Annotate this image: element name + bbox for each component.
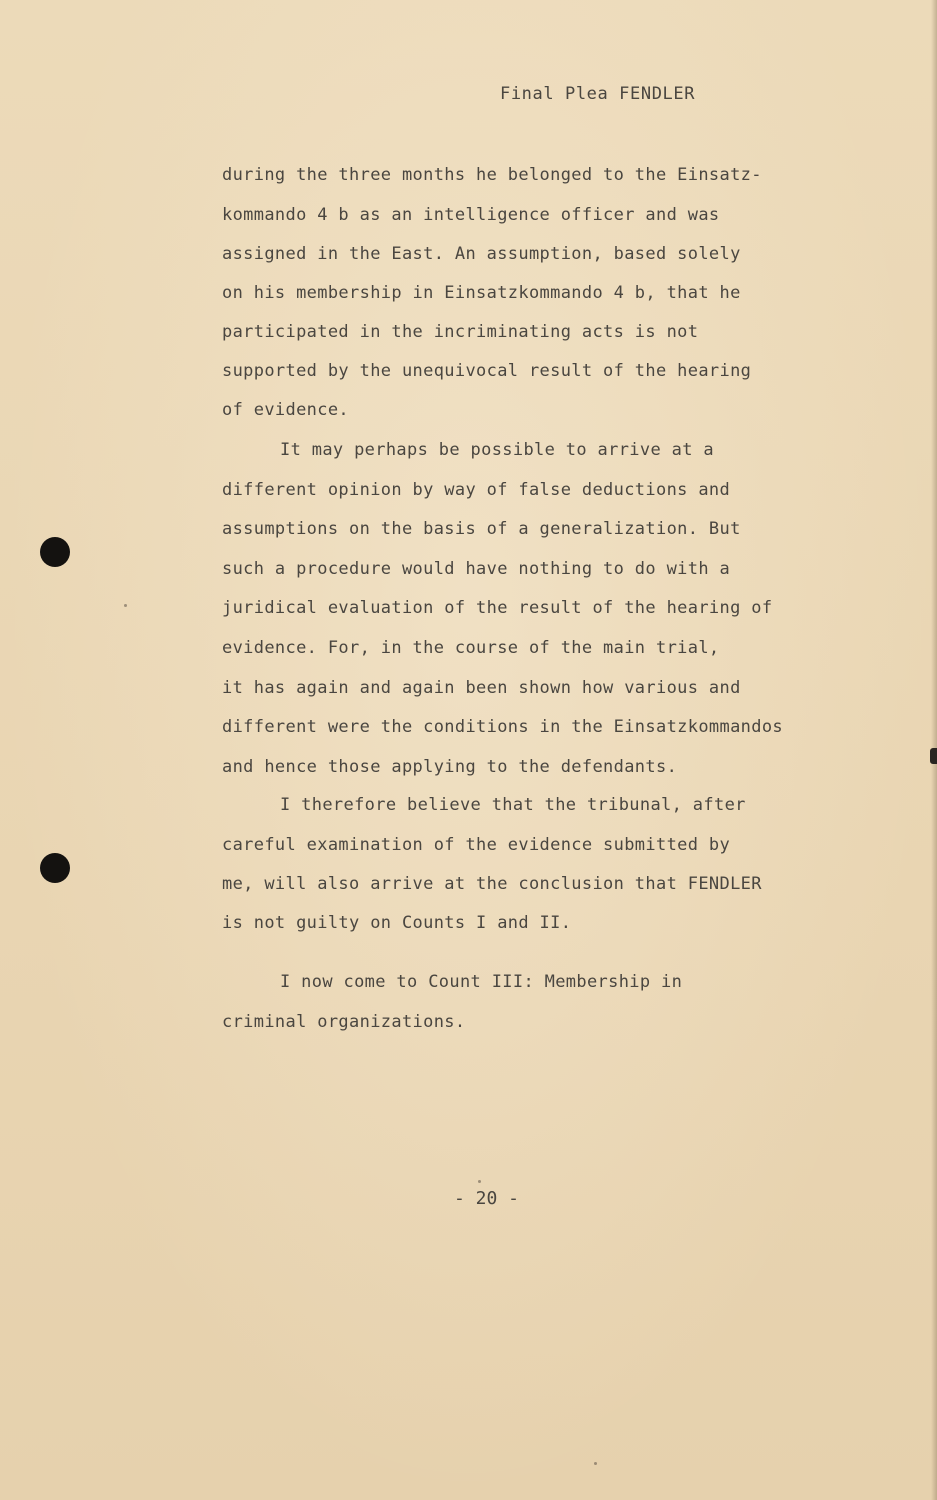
text-line-14: it has again and again been shown how various and <box>222 678 741 698</box>
text-line-6: supported by the unequivocal result of the hearing <box>222 361 752 381</box>
text-line-13: evidence. For, in the course of the main trial, <box>222 638 720 658</box>
text-line-4: on his membership in Einsatzkommando 4 b, that he <box>222 283 741 303</box>
text-line-20: is not guilty on Counts I and II. <box>222 913 572 933</box>
text-line-11: such a procedure would have nothing to do with a <box>222 559 731 579</box>
text-line-21: I now come to Count III: Membership in <box>280 972 683 992</box>
text-line-7: of evidence. <box>222 400 350 420</box>
paper-speck <box>124 604 127 607</box>
text-line-17: I therefore believe that the tribunal, after <box>280 795 746 815</box>
edge-mark <box>930 748 937 764</box>
text-line-22: criminal organizations. <box>222 1012 466 1032</box>
text-line-2: kommando 4 b as an intelligence officer and was <box>222 205 720 225</box>
text-line-8: It may perhaps be possible to arrive at a <box>280 440 714 460</box>
punch-hole-bottom <box>40 853 70 883</box>
text-line-18: careful examination of the evidence submitted by <box>222 835 731 855</box>
paper-speck <box>594 1462 597 1465</box>
text-line-3: assigned in the East. An assumption, based solely <box>222 244 741 264</box>
page-header: Final Plea FENDLER <box>500 84 696 104</box>
text-line-9: different opinion by way of false deductions and <box>222 480 731 500</box>
paper-speck <box>478 1180 481 1183</box>
text-line-12: juridical evaluation of the result of the hearing of <box>222 598 773 618</box>
text-line-19: me, will also arrive at the conclusion that FENDLER <box>222 874 762 894</box>
page-number: - 20 - <box>454 1188 520 1209</box>
text-line-5: participated in the incriminating acts is not <box>222 322 699 342</box>
punch-hole-top <box>40 537 70 567</box>
text-line-16: and hence those applying to the defendants. <box>222 757 678 777</box>
text-line-1: during the three months he belonged to the Einsatz- <box>222 165 762 185</box>
text-line-15: different were the conditions in the Einsatzkommandos <box>222 717 783 737</box>
text-line-10: assumptions on the basis of a generalization. But <box>222 519 741 539</box>
